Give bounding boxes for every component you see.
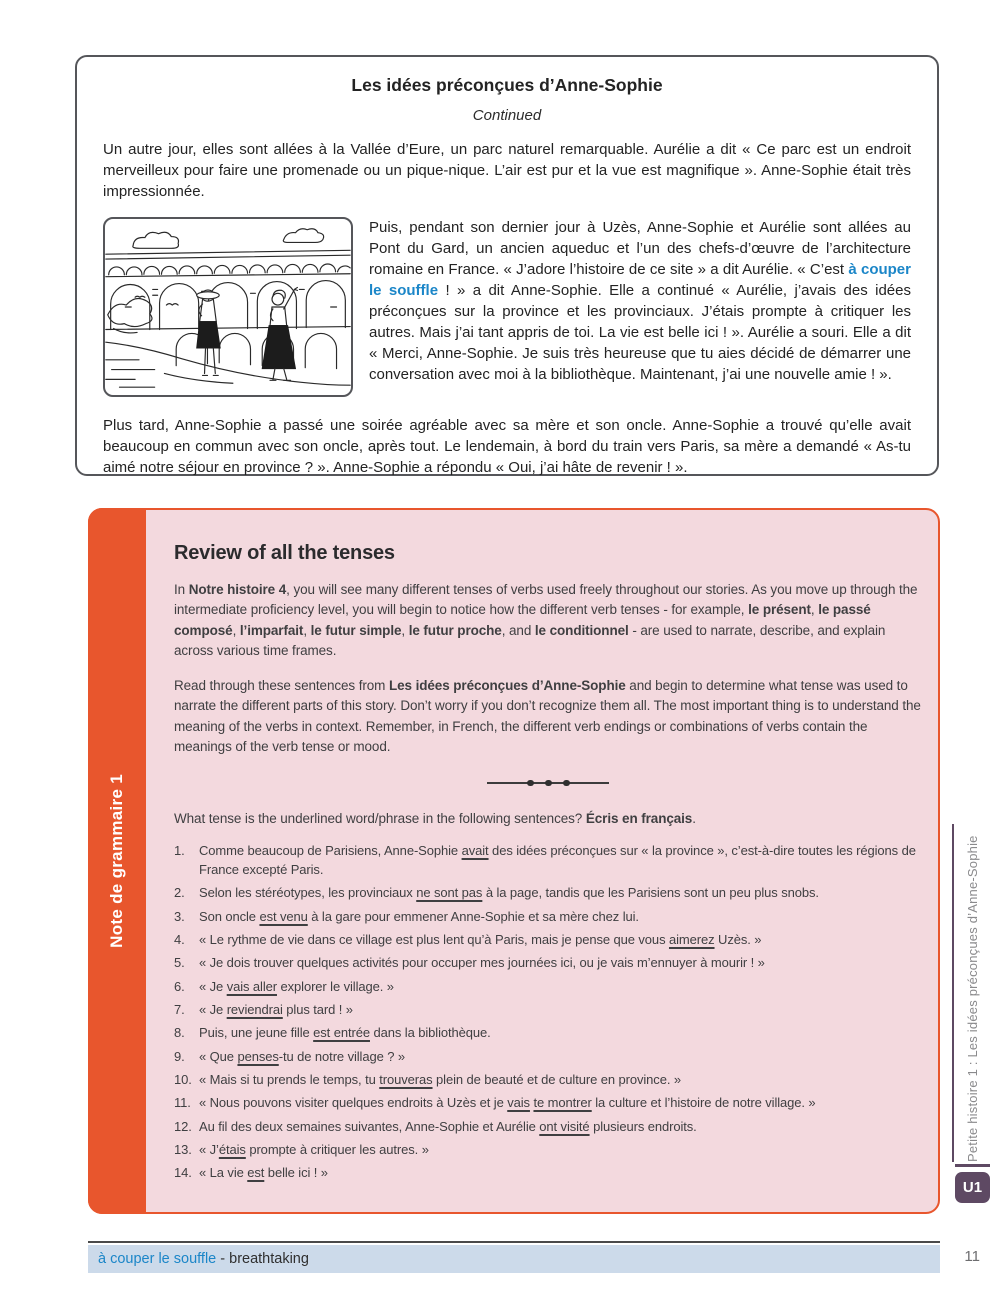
item-text <box>199 1048 922 1067</box>
grammar-note-tab-label: Note de grammaire 1 <box>107 774 126 948</box>
exercise-item <box>174 1024 922 1043</box>
item-text <box>199 842 922 880</box>
vocab-definition: breathtaking <box>229 1251 309 1267</box>
item-text <box>199 954 922 973</box>
item-text <box>199 1141 922 1160</box>
text-segment: . <box>692 811 696 826</box>
item-text <box>199 1001 922 1020</box>
item-text <box>199 1118 922 1137</box>
page-number: 11 <box>964 1248 980 1265</box>
item-number: 14. <box>174 1165 192 1181</box>
exercise-item <box>174 978 922 997</box>
underlined-phrase: ne sont pas <box>416 885 483 901</box>
text-segment: Son oncle <box>199 908 260 924</box>
text-segment: Puis, une jeune fille <box>199 1025 314 1041</box>
item-text <box>199 1071 922 1090</box>
item-text <box>199 1024 922 1043</box>
text-segment: « J’ <box>199 1142 219 1158</box>
bold-text: Notre histoire 4 <box>188 582 287 597</box>
divider-dot <box>527 780 534 787</box>
unit-badge: U1 <box>955 1172 990 1203</box>
underlined-phrase: te montrer <box>533 1095 592 1111</box>
story-media-row <box>103 217 911 400</box>
vocab-highlight: à couper le souffle <box>369 261 911 299</box>
text-segment: « Le rythme de vie dans ce village est plus lent qu’à Paris, mais je pense que vous <box>199 931 669 947</box>
text-segment: la culture et l’histoire de notre village. » <box>591 1095 816 1111</box>
story-subtitle: Continued <box>472 107 542 124</box>
text-segment: Selon les stéréotypes, les provinciaux <box>199 885 417 901</box>
text-segment: « Je <box>199 978 227 994</box>
divider-dot <box>563 780 570 787</box>
exercise-item <box>174 1141 922 1160</box>
text-segment: explorer le village. » <box>276 978 394 994</box>
item-text <box>199 884 922 903</box>
underlined-phrase: étais <box>218 1142 246 1158</box>
text-segment: Puis, pendant son dernier jour à Uzès, Anne-Sophie et Aurélie sont allées au Pont du Gard, un ancien aqueduc et l’un des chefs-d’œuvre de l’architecture romaine en France. « J’adore l’histoire de ce site » a dit Aurélie. « C’est <box>369 219 911 278</box>
item-number: 8. <box>174 1025 185 1041</box>
item-number: 11. <box>174 1095 191 1111</box>
exercise-list <box>174 842 922 1183</box>
item-text <box>199 908 922 927</box>
text-segment: ! » a dit Anne-Sophie. Elle a continué « Aurélie, j’avais des idées préconçues sur la province et les provinciaux. J’étais prompte à critiquer les autres. Mais j’ai tant appris de toi. La vie est belle ici ! ». Aurélie a souri. Elle a dit « Merci, Anne-Sophie. Je suis très heureuse que tu aies décidé de démarrer une conversation avec moi à la bibliothèque. Maintenant, j’ai une nouvelle amie ! ». <box>369 282 911 383</box>
text-segment: dans la bibliothèque. <box>369 1025 491 1041</box>
vocab-separator: - <box>216 1251 230 1267</box>
underlined-phrase: ont visité <box>539 1118 590 1134</box>
exercise-item <box>174 1001 922 1020</box>
text-segment: What tense is the underlined word/phrase in the following sentences? <box>174 811 586 826</box>
item-number: 3. <box>174 908 185 924</box>
item-number: 4. <box>174 931 185 947</box>
story-box <box>75 55 939 476</box>
pont-du-gard-illustration <box>103 217 353 397</box>
bold-text: Écris en français <box>585 811 693 826</box>
grammar-note-content <box>148 510 938 1212</box>
aqueduct-drawing <box>105 219 351 395</box>
text-segment: « Je <box>199 1001 227 1017</box>
text-segment: plusieurs endroits. <box>589 1118 697 1134</box>
text-segment: In <box>174 582 189 597</box>
underlined-phrase: est <box>247 1165 265 1181</box>
grammar-note-heading: Review of all the tenses <box>174 542 395 564</box>
item-number: 1. <box>174 843 185 859</box>
bold-text: le futur simple <box>310 622 402 638</box>
exercise-item <box>174 1164 922 1183</box>
text-segment: , <box>401 622 409 638</box>
item-number: 5. <box>174 955 185 971</box>
text-segment: Au fil des deux semaines suivantes, Anne-Sophie et Aurélie <box>199 1118 540 1134</box>
exercise-item <box>174 1071 922 1090</box>
text-segment: Read through these sentences from <box>174 678 389 693</box>
underlined-phrase: aimerez <box>668 931 715 947</box>
text-segment: « Mais si tu prends le temps, tu <box>199 1072 380 1087</box>
text-segment: prompte à critiquer les autres. » <box>245 1142 429 1158</box>
text-segment: , <box>303 622 311 638</box>
underlined-phrase: trouveras <box>379 1072 433 1087</box>
text-segment: « La vie <box>199 1165 248 1181</box>
text-segment: à la gare pour emmener Anne-Sophie et sa mère chez lui. <box>307 908 639 924</box>
exercise-item <box>174 931 922 950</box>
text-segment: Comme beaucoup de Parisiens, Anne-Sophie <box>199 843 462 859</box>
bold-text: le conditionnel <box>534 622 629 638</box>
story-paragraph-2 <box>369 217 911 385</box>
text-segment: and begin to determine what tense was used to narrate the different parts of this story. Don’t worry if you don’t recognize them all. The most important thing is to understand the meaning of the verbs in context. Remember, in French, the different verb endings or combinations of verbs contain the meanings of the verb tense or mood. <box>174 678 921 754</box>
text-segment: , and <box>501 622 535 638</box>
sidebar-chapter-label: Petite histoire 1 : Les idées préconçues d’Anne-Sophie <box>965 835 980 1162</box>
item-text <box>199 1094 922 1113</box>
grammar-note-box <box>88 508 940 1214</box>
item-number: 9. <box>174 1048 185 1064</box>
item-text <box>199 1164 922 1183</box>
underlined-phrase: est entrée <box>313 1025 370 1041</box>
footer-rule <box>88 1241 940 1243</box>
exercise-item <box>174 1048 922 1067</box>
underlined-phrase: vais <box>507 1095 530 1111</box>
underlined-phrase: avait <box>461 843 489 859</box>
story-paragraph-3: Plus tard, Anne-Sophie a passé une soirée agréable avec sa mère et son oncle. Anne-Sophie a trouvé qu’elle avait beaucoup en commun avec son oncle, après tout. Le lendemain, à bord du train vers Paris, sa mère a demandé « As-tu aimé notre séjour en province ? ». Anne-Sophie a répondu « Oui, j’ai hâte de revenir ! ». <box>103 417 911 476</box>
item-text <box>199 931 922 950</box>
story-title: Les idées préconçues d’Anne-Sophie <box>351 75 663 95</box>
text-segment: , <box>232 622 240 638</box>
exercise-item <box>174 842 922 880</box>
item-text <box>199 978 922 997</box>
exercise-item <box>174 1094 922 1113</box>
exercise-item <box>174 954 922 973</box>
item-number: 10. <box>174 1072 192 1087</box>
text-segment: « Je dois trouver quelques activités pour occuper mes journées ici, ou je vais m’ennuyer à mourir ! » <box>199 955 765 971</box>
item-number: 12. <box>174 1118 192 1134</box>
vocab-footer <box>88 1245 940 1273</box>
item-number: 6. <box>174 978 185 994</box>
bold-text: Les idées préconçues d’Anne-Sophie <box>388 678 626 693</box>
unit-badge-rule <box>955 1164 990 1167</box>
text-segment: plein de beauté et de culture en province. » <box>432 1072 681 1087</box>
story-paragraph-1: Un autre jour, elles sont allées à la Vallée d’Eure, un parc naturel remarquable. Aurélie a dit « Ce parc est un endroit merveilleux pour faire une promenade ou un pique-nique. L’air est pur et la vue est magnifique ». Anne-Sophie était très impressionnée. <box>103 141 911 200</box>
grammar-intro-2 <box>174 676 922 757</box>
text-segment: à la page, tandis que les Parisiens sont un peu plus snobs. <box>482 885 819 901</box>
item-number: 13. <box>174 1142 192 1158</box>
exercise-item <box>174 908 922 927</box>
text-segment: , <box>810 602 819 618</box>
grammar-note-tab <box>88 508 146 1214</box>
exercise-question <box>174 809 922 829</box>
text-segment: , you will see many different tenses of verbs used freely throughout our stories. As you move up through the intermediate proficiency level, you will begin to notice how the different verb tenses - for example, <box>174 582 918 618</box>
exercise-item <box>174 1118 922 1137</box>
underlined-phrase: penses <box>237 1048 279 1064</box>
vocab-term: à couper le souffle <box>98 1251 217 1267</box>
bold-text: le passé composé <box>174 602 871 638</box>
underlined-phrase: est venu <box>259 908 308 924</box>
section-divider <box>487 779 609 787</box>
text-segment: -tu de notre village ? » <box>278 1048 406 1064</box>
sidebar-rule <box>952 824 955 1162</box>
text-segment: belle ici ! » <box>264 1165 328 1181</box>
bold-text: l’imparfait <box>239 622 304 638</box>
item-number: 2. <box>174 885 185 901</box>
text-segment: « Nous pouvons visiter quelques endroits à Uzès et je <box>199 1095 508 1111</box>
underlined-phrase: reviendrai <box>226 1001 283 1017</box>
bold-text: le présent <box>748 602 811 618</box>
underlined-phrase: vais aller <box>226 978 277 994</box>
text-segment: plus tard ! » <box>282 1001 353 1017</box>
bold-text: le futur proche <box>408 622 502 638</box>
exercise-item <box>174 884 922 903</box>
text-segment: « Que <box>199 1048 238 1064</box>
text-segment: des idées préconçues sur « la province », c’est-à-dire toutes les régions de France excepté Paris. <box>199 843 916 877</box>
divider-dot <box>545 780 552 787</box>
grammar-intro-1 <box>174 580 922 661</box>
text-segment: Uzès. » <box>714 931 762 947</box>
item-number: 7. <box>174 1001 185 1017</box>
text-segment: - are used to narrate, describe, and explain across various time frames. <box>174 622 886 658</box>
